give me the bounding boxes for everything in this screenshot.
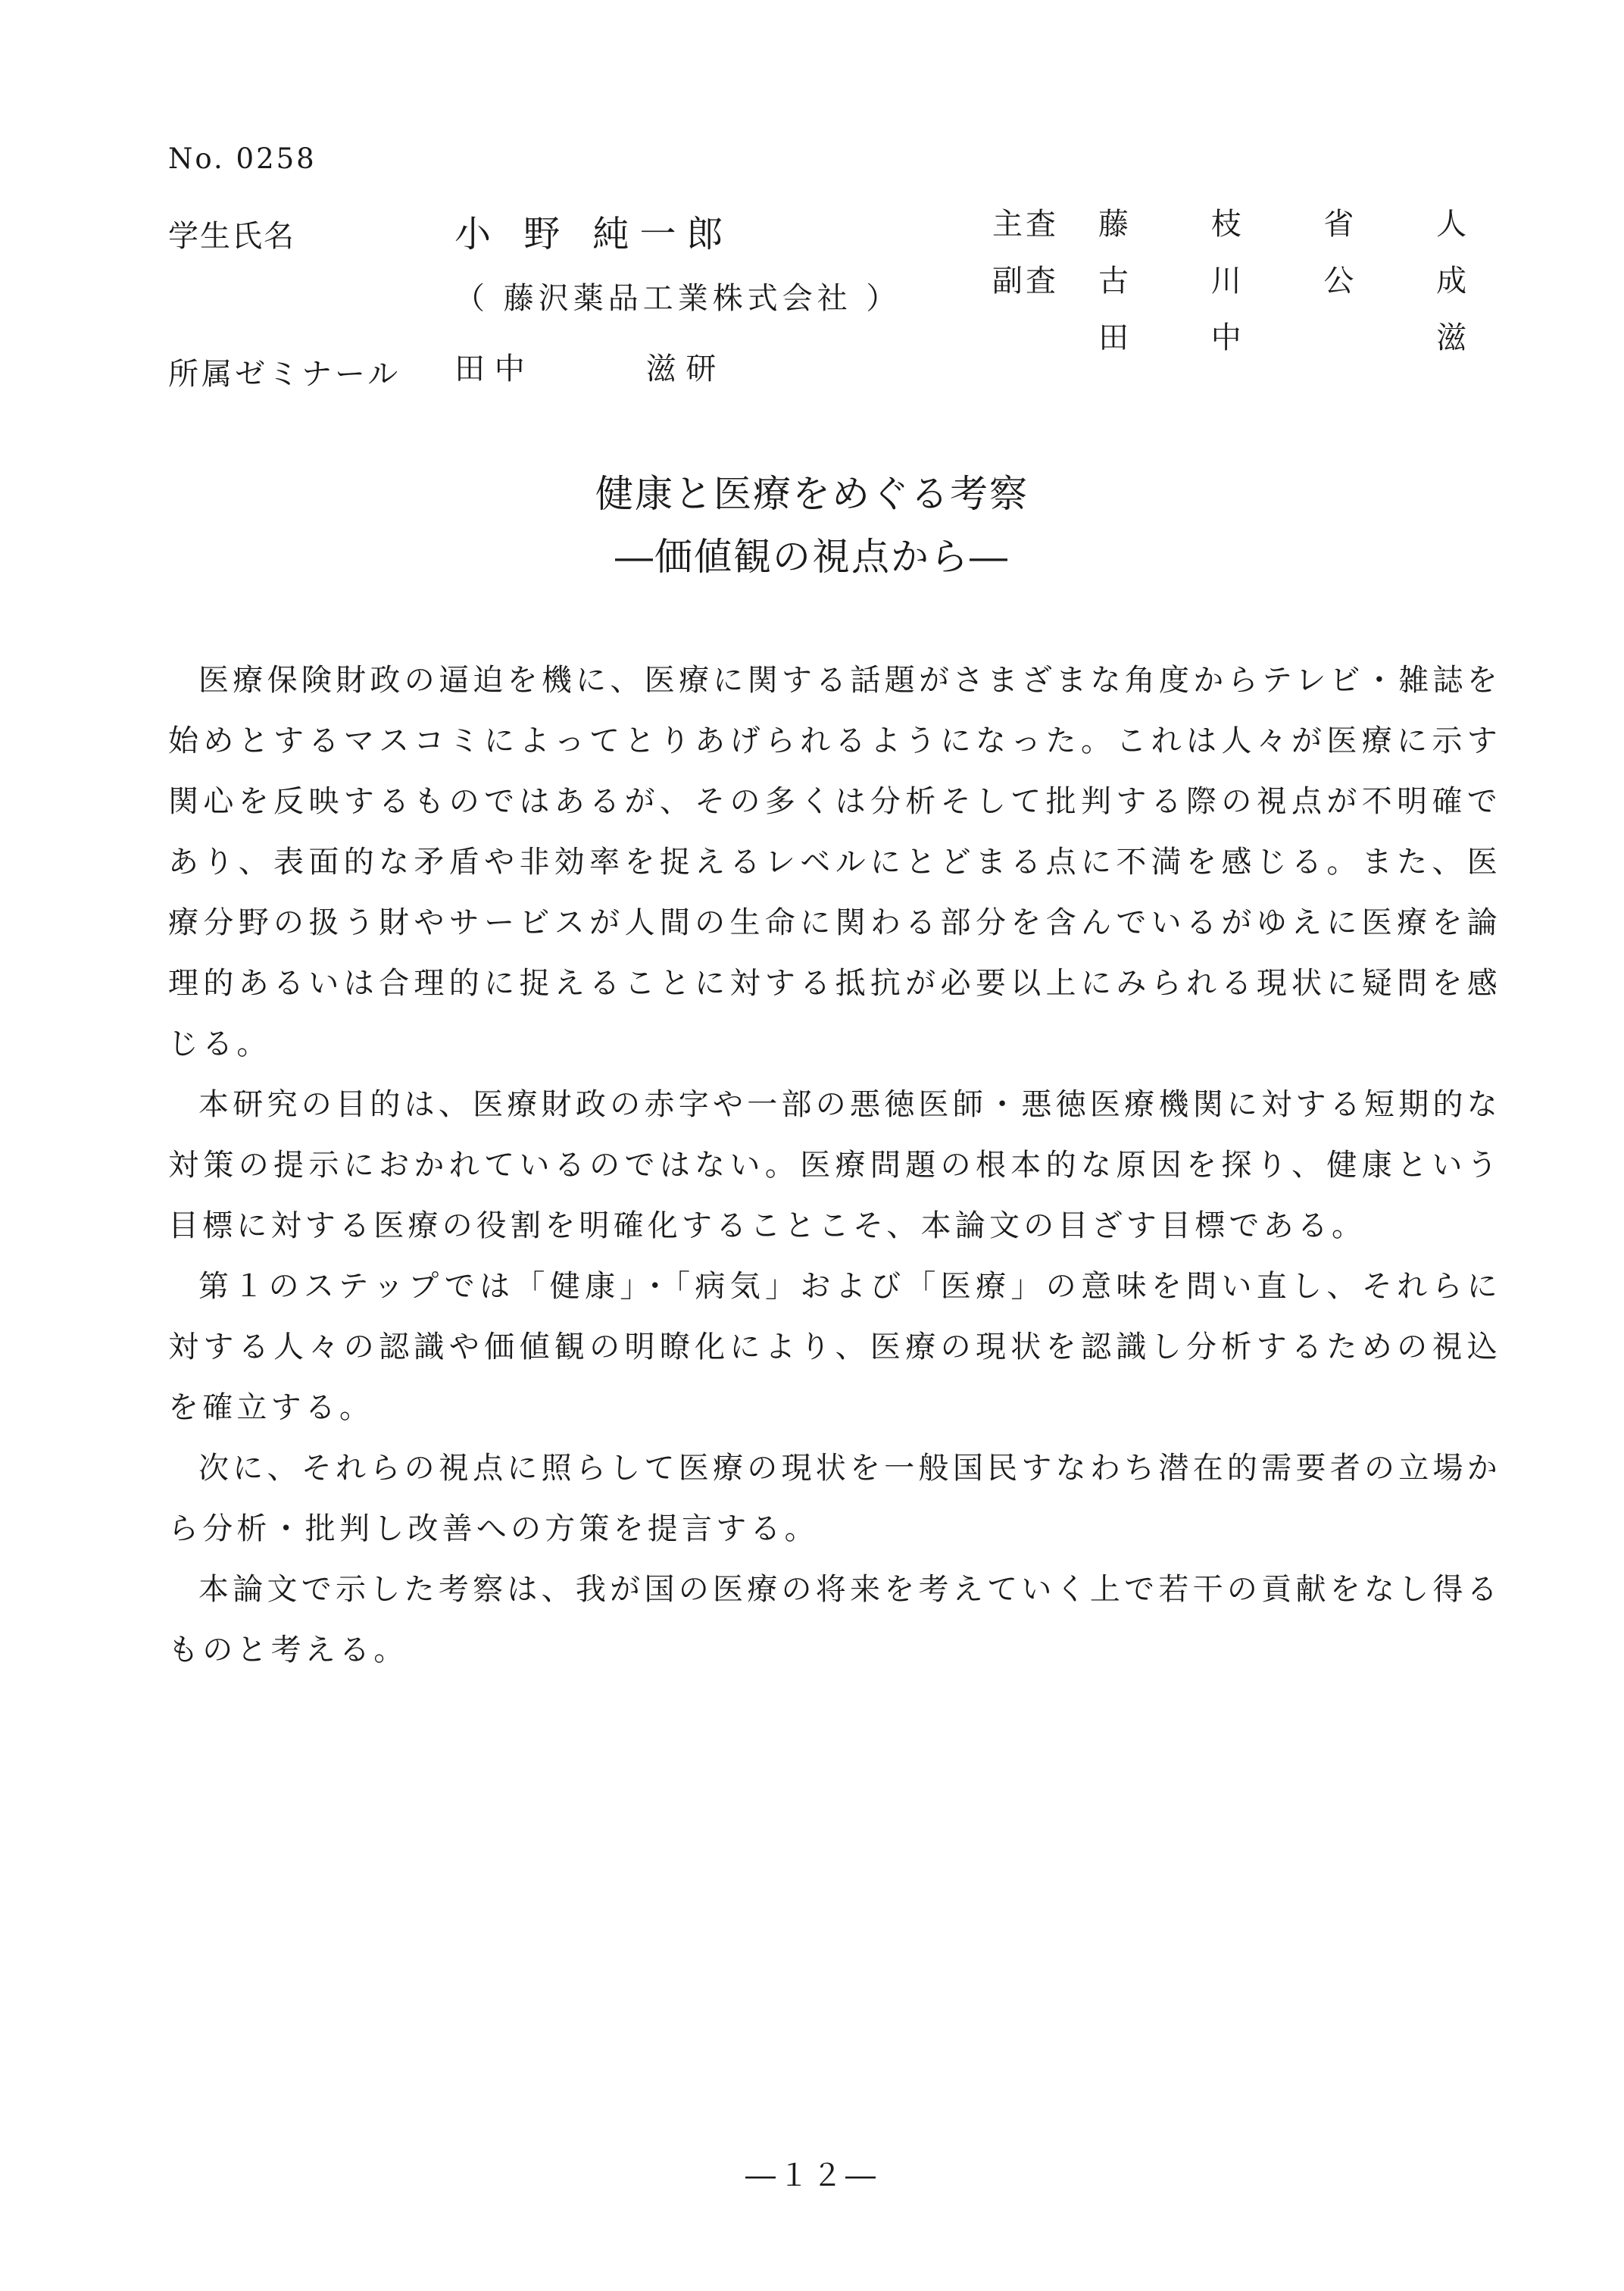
seminar-name [454, 345, 716, 388]
seminar-name-part-1: 田 中 [454, 352, 525, 386]
paragraph: 本論文で示した考察は、我が国の医療の将来を考えていく上で若干の貢献をなし得るものと考える。 [168, 1572, 1501, 1667]
paragraph: 本研究の目的は、医療財政の赤字や一部の悪徳医師・悪徳医療機関に対する短期的な対策の提示におかれているのではない。医療問題の根本的な原因を探り、健康という目標に対する医療の役割を明確化することこそ、本論文の目ざす目標である。 [168, 1087, 1501, 1243]
examiner-name: 田 中 滋 [1098, 320, 1504, 355]
seminar-name-part-2: 滋 研 [645, 352, 717, 386]
student-name-label: 学生氏名 [168, 219, 295, 254]
examiner-name: 藤 枝 省 人 [1098, 207, 1504, 242]
paragraph: 次に、それらの視点に照らして医療の現状を一般国民すなわち潜在的需要者の立場から分析・批判し改善への方策を提言する。 [168, 1451, 1501, 1546]
student-name: 小 野 純一郎 [454, 213, 734, 255]
document-subtitle: ―価値観の視点から― [615, 535, 1009, 579]
document-number: No. 0258 [168, 142, 317, 175]
document-title: 健康と医療をめぐる考察 [595, 472, 1029, 516]
seminar-label: 所属ゼミナール [168, 357, 401, 392]
examiner-name: 古 川 公 成 [1098, 264, 1504, 298]
page-number: ―１２― [745, 2158, 879, 2193]
abstract-body [168, 650, 1501, 1680]
student-affiliation: （ 藤沢薬品工業株式会社 ） [454, 281, 901, 316]
examiner-role: 副査 [992, 264, 1059, 298]
paragraph: 医療保険財政の逼迫を機に、医療に関する話題がさまざまな角度からテレビ・雑誌を始めとするマスコミによってとりあげられるようになった。これは人々が医療に示す関心を反映するものではあるが、その多くは分析そして批判する際の視点が不明確であり、表面的な矛盾や非効率を捉えるレベルにとどまる点に不満を感じる。また、医療分野の扱う財やサービスが人間の生命に関わる部分を含んでいるがゆえに医療を論理的あるいは合理的に捉えることに対する抵抗が必要以上にみられる現状に疑問を感じる。 [168, 663, 1501, 1061]
examiner-role: 主査 [992, 207, 1059, 242]
paragraph: 第１のステップでは「健康」・「病気」および「医療」の意味を問い直し、それらに対する人々の認識や価値観の明瞭化により、医療の現状を認識し分析するための視込を確立する。 [168, 1269, 1501, 1425]
